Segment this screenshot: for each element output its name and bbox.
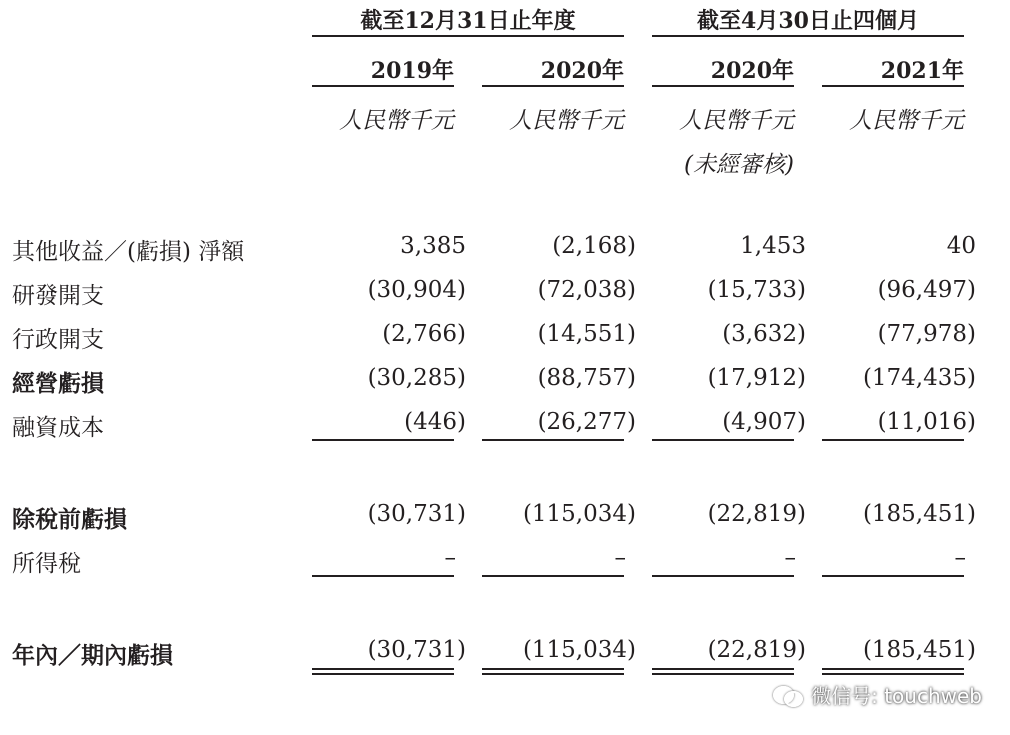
cell-value: (14,551) [537,321,636,347]
row-label-loss-for-period: 年內／期內虧損 [12,642,173,669]
wechat-icon [773,684,803,706]
subtotal-rule [652,575,794,577]
cell-value: 1,453 [740,233,806,259]
row-label-rd-expenses: 研發開支 [12,283,104,309]
unit-label: 人民幣千元 [339,108,454,134]
subtotal-rule [822,439,964,441]
year-header-2019: 2019年 [370,58,454,84]
cell-value: (30,731) [367,637,466,663]
cell-value: (30,285) [367,365,466,391]
cell-value: – [614,545,626,571]
total-double-rule [312,668,454,675]
cell-value: (17,912) [707,365,806,391]
cell-value: (15,733) [707,277,806,303]
cell-value: (72,038) [537,277,636,303]
unit-label: 人民幣千元 [509,108,624,134]
row-label-loss-before-tax: 除稅前虧損 [12,506,127,533]
header-underline [312,35,624,37]
cell-value: (88,757) [537,365,636,391]
cell-value: (3,632) [722,321,806,347]
cell-value: (22,819) [707,501,806,527]
cell-value: – [784,545,796,571]
cell-value: – [954,545,966,571]
subtotal-rule [312,439,454,441]
row-label-operating-loss: 經營虧損 [12,370,104,397]
subtotal-rule [482,439,624,441]
cell-value: (4,907) [722,409,806,435]
cell-value: (115,034) [522,637,636,663]
cell-value: (115,034) [522,501,636,527]
cell-value: (11,016) [877,409,976,435]
header-year-ended: 截至12月31日止年度 [360,8,576,34]
year-header-2020-period: 2020年 [710,58,794,84]
cell-value: (174,435) [862,365,976,391]
cell-value: (185,451) [862,501,976,527]
unit-label: 人民幣千元 [849,108,964,134]
total-double-rule [482,668,624,675]
cell-value: (77,978) [877,321,976,347]
year-underline [652,85,794,87]
cell-value: – [444,545,456,571]
row-label-admin-expenses: 行政開支 [12,327,104,353]
subtotal-rule [482,575,624,577]
row-label-other-income: 其他收益／(虧損) 淨額 [12,239,245,265]
cell-value: (30,731) [367,501,466,527]
header-four-months: 截至4月30日止四個月 [697,8,919,34]
year-underline [822,85,964,87]
total-double-rule [822,668,964,675]
total-double-rule [652,668,794,675]
unaudited-label: (未經審核) [684,152,794,178]
wechat-watermark [773,680,982,709]
cell-value: 40 [946,233,976,259]
cell-value: (96,497) [877,277,976,303]
cell-value: (446) [404,409,466,435]
year-underline [312,85,454,87]
unit-label: 人民幣千元 [679,108,794,134]
row-label-finance-costs: 融資成本 [12,415,104,441]
subtotal-rule [652,439,794,441]
subtotal-rule [312,575,454,577]
subtotal-rule [822,575,964,577]
year-header-2020: 2020年 [540,58,624,84]
header-underline [652,35,964,37]
cell-value: (2,766) [382,321,466,347]
cell-value: 3,385 [400,233,466,259]
cell-value: (185,451) [862,637,976,663]
row-label-income-tax: 所得稅 [12,551,81,577]
cell-value: (26,277) [537,409,636,435]
cell-value: (22,819) [707,637,806,663]
year-underline [482,85,624,87]
cell-value: (30,904) [367,277,466,303]
watermark-text: 微信号: touchweb [811,684,982,708]
cell-value: (2,168) [552,233,636,259]
year-header-2021-period: 2021年 [880,58,964,84]
